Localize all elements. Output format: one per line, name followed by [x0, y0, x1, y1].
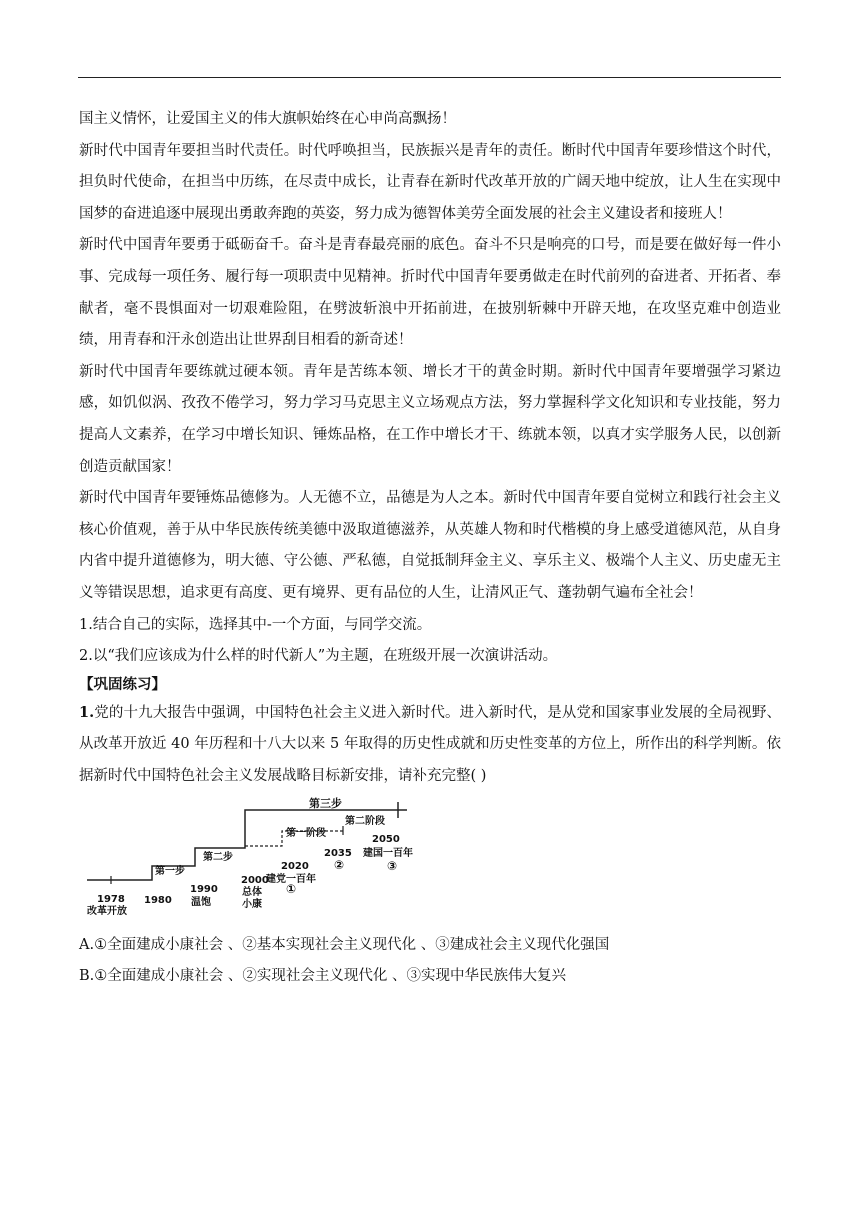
label-overall: 总体 [242, 887, 262, 899]
mark-2: ② [334, 858, 345, 873]
question-1 [79, 697, 781, 793]
question-text: 党的十九大报告中强调，中国特色社会主义进入新时代。进入新时代，是从党和国家事业发展的全局视野、从改革开放近 40 年历程和十八大以来 5 年取得的历史性成就和历史性变革的方位上，所作出的科学判断。依据新时代中国特色社会主义发展战略目标新安排，请补充完整( ) [79, 704, 781, 784]
document-body [79, 107, 781, 992]
label-xiaokang: 小康 [242, 899, 262, 911]
label-year-1990: 1990 [190, 884, 218, 896]
label-party-centenary: 建党一百年 [266, 874, 316, 886]
paragraph-striving: 新时代中国青年要勇于砥砺奋千。奋斗是青春最亮丽的底色。奋斗不只是响亮的口号，而是要在做好每一件小事、完成每一项任务、履行每一项职责中见精神。折时代中国青年要勇做走在时代前列的奋进者、开拓者、奉献者，毫不畏惧面对一切艰难险阻，在劈波斩浪中开拓前进，在披别斩棘中开辟天地，在攻坚克难中创造业绩，用青春和汗永创造出让世界刮目相看的新奇述！ [79, 237, 781, 349]
activity-item-1: 1.结合自己的实际，选择其中-一个方面，与同学交流。 [79, 616, 432, 633]
label-year-2000: 2000 [241, 875, 269, 887]
section-heading: 【巩固练习】 [79, 675, 166, 693]
mark-3: ③ [387, 859, 398, 874]
label-year-2050: 2050 [372, 834, 400, 846]
label-step1: 第一步 [155, 866, 185, 878]
option-a: A.①全面建成小康社会 、②基本实现社会主义现代化 、③建成社会主义现代化强国 [79, 937, 610, 954]
label-year-2035: 2035 [324, 848, 352, 860]
option-b: B.①全面建成小康社会 、②实现社会主义现代化 、③实现中华民族伟大复兴 [79, 968, 566, 985]
header-rule [78, 77, 781, 78]
paragraph-responsibility: 新时代中国青年要担当时代责任。时代呼唤担当，民族振兴是青年的责任。断时代中国青年要珍惜这个时代，担负时代使命，在担当中历练，在尽责中成长，让青春在新时代改革开放的广阔天地中绽放，让人生在实现中国梦的奋进追逐中展现出勇敢奔跑的英姿，努力成为德智体美劳全面发展的社会主义建设者和接班人！ [79, 142, 781, 222]
paragraph-morality: 新时代中国青年要锤炼品德修为。人无德不立，品德是为人之本。新时代中国青年要自觉树立和践行社会主义核心价值观，善于从中华民族传统美德中汲取道德滋养，从英雄人物和时代楷模的身上感受道德风范，从自身内省中提升道德修为，明大德、守公德、严私德，自觉抵制拜金主义、享乐主义、极端个人主义、历史虚无主义等错误思想，追求更有高度、更有境界、更有品位的人生，让清风正气、蓬勃朝气遍布全社会！ [79, 490, 781, 601]
activity-item-2: 2.以“我们应该成为什么样的时代新人”为主题，在班级开展一次演讲活动。 [79, 648, 558, 665]
paragraph-patriotism-end: 国主义情怀，让爱国主义的伟大旗帜始终在心申尚高飘扬！ [79, 111, 456, 127]
question-number: 1. [79, 703, 95, 721]
label-year-2020: 2020 [281, 861, 309, 873]
label-reform: 改革开放 [87, 906, 127, 918]
label-founding-centenary: 建国一百年 [363, 848, 413, 860]
label-year-1980: 1980 [144, 895, 172, 907]
paragraph-skills: 新时代中国青年要练就过硬本领。青年是苦练本领、增长才干的黄金时期。新时代中国青年要增强学习紧边感，如饥似涡、孜孜不倦学习，努力学习马克思主义立场观点方法，努力掌握科学文化知识和专业技能，努力提高人文素养，在学习中增长知识、锤炼品格，在工作中增长才干、练就本领，以真才实学服务人民，以创新创造贡献国家！ [79, 363, 781, 475]
label-stage2: 第二阶段 [345, 816, 385, 828]
label-year-1978: 1978 [97, 894, 125, 906]
label-step2: 第二步 [203, 852, 233, 864]
label-stage1: 第一阶段 [286, 828, 326, 840]
label-step3: 第三步 [309, 797, 342, 811]
mark-1: ① [286, 882, 297, 897]
label-wenbao: 温饱 [191, 897, 211, 909]
development-stages-diagram [87, 798, 437, 926]
